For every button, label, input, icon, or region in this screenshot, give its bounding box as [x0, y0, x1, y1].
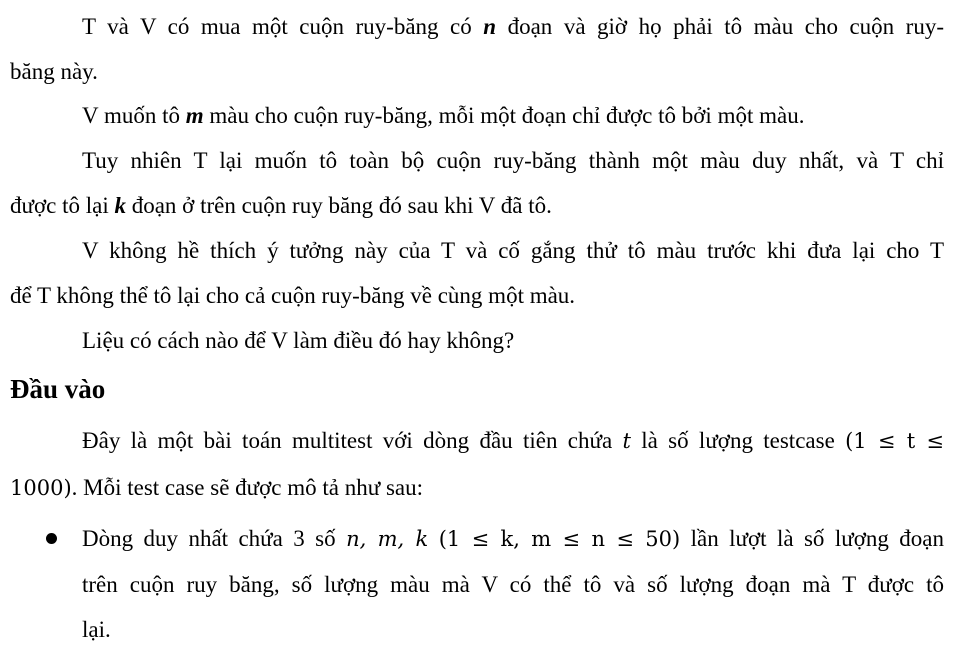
text: V muốn tô	[82, 103, 186, 128]
variable-t: t	[622, 429, 631, 453]
text: đoạn ở trên cuộn ruy băng đó sau khi V đã tô.	[125, 193, 552, 218]
paragraph-2	[82, 101, 804, 131]
paragraph-5	[82, 326, 514, 356]
bullet-1-line-2	[82, 570, 944, 600]
paragraph-1-line-1	[82, 12, 944, 42]
text: lần lượt là số lượng đoạn	[680, 526, 944, 551]
text: đoạn và giờ họ phải tô màu cho cuộn ruy-	[496, 14, 945, 39]
math-value: 1000)	[10, 476, 72, 500]
text: băng này.	[10, 59, 98, 84]
text: được tô lại	[10, 193, 115, 218]
math-constraint: (1 ≤ k, m ≤ n ≤ 50)	[438, 527, 681, 551]
text: . Mỗi test case sẽ được mô tả như sau:	[71, 475, 423, 500]
variable-m: m	[185, 103, 204, 128]
paragraph-4-line-1	[82, 236, 944, 266]
text: trên cuộn ruy băng, số lượng màu mà V có thể tô và số lượng đoạn mà T được tô	[82, 572, 944, 597]
section-heading: Đầu vào	[10, 374, 106, 404]
text: là số lượng testcase	[630, 428, 846, 453]
bullet-icon	[46, 533, 57, 544]
text: T và V có mua một cuộn ruy-băng có	[82, 14, 484, 39]
bullet-1-line-1	[82, 524, 944, 554]
paragraph-6-line-2	[10, 473, 423, 503]
text: Dòng duy nhất chứa 3 số	[82, 526, 347, 551]
paragraph-3-line-1	[82, 146, 944, 176]
variables-nmk: n, m, k	[346, 527, 429, 551]
paragraph-3-line-2	[10, 191, 552, 221]
text: lại.	[82, 617, 111, 642]
text: màu cho cuộn ruy-băng, mỗi một đoạn chỉ được tô bởi một màu.	[203, 103, 805, 128]
variable-k: k	[114, 193, 126, 218]
text: Liệu có cách nào để V làm điều đó hay không?	[82, 328, 515, 353]
paragraph-1-line-2	[10, 57, 98, 87]
variable-n: n	[483, 14, 497, 39]
text: Đây là một bài toán multitest với dòng đầu tiên chứa	[82, 428, 623, 453]
text: V không hề thích ý tưởng này của T và cố gắng thử tô màu trước khi đưa lại cho T	[82, 238, 944, 263]
paragraph-6-line-1	[82, 426, 944, 456]
text: Tuy nhiên T lại muốn tô toàn bộ cuộn ruy-băng thành một màu duy nhất, và T chỉ	[82, 148, 944, 173]
text: để T không thể tô lại cho cả cuộn ruy-băng về cùng một màu.	[10, 283, 576, 308]
paragraph-4-line-2	[10, 281, 575, 311]
bullet-1-line-3	[82, 615, 111, 645]
math-constraint: (1 ≤ t ≤	[845, 429, 944, 453]
